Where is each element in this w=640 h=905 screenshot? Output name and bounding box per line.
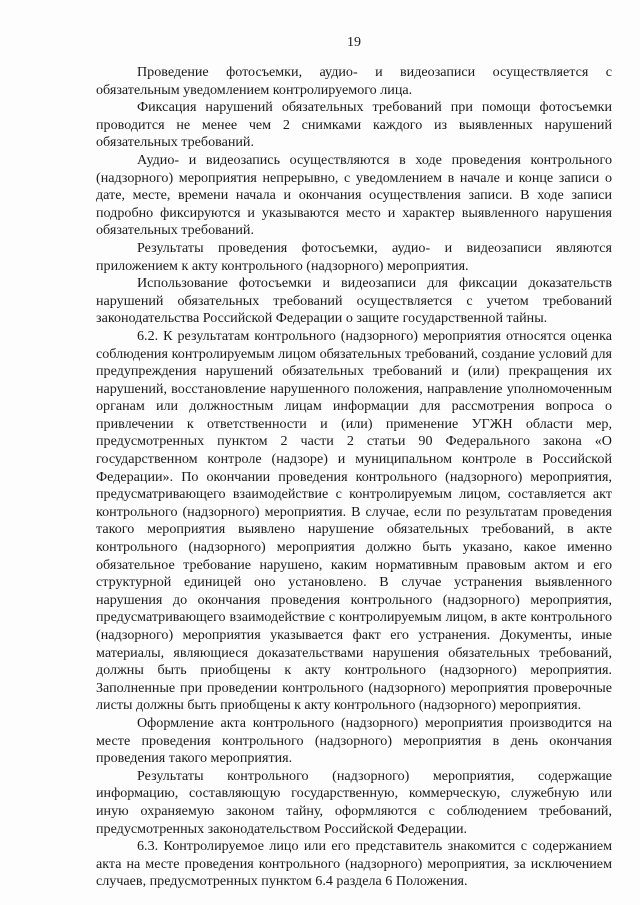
paragraph-6-2-results: 6.2. К результатам контрольного (надзорного) мероприятия относятся оценка соблюдения контролируемым лицом обязательных требований, создание условий для предупреждения нарушений обязательных требований и (или) прекращения их нарушений, восстановление нарушенного положения, направление уполномоченным органам или должностным лицам информации для рассмотрения вопроса о привлечении к ответственности и (или) применение УГЖН области мер, предусмотренных пунктом 2 части 2 статьи 90 Федерального закона «О государственном контроле (надзоре) и муниципальном контроле в Российской Федерации». По окончании проведения контрольного (надзорного) мероприятия, предусматривающего взаимодействие с контролируемым лицом, составляется акт контрольного (надзорного) мероприятия. В случае, если по результатам проведения такого мероприятия выявлено нарушение обязательных требований, в акте контрольного (надзорного) мероприятия должно быть указано, какое именно обязательное требование нарушено, каким нормативным правовым актом и его структурной единицей оно установлено. В случае устранения выявленного нарушения до окончания проведения контрольного (надзорного) мероприятия, предусматривающего взаимодействие с контролируемым лицом, в акте контрольного (надзорного) мероприятия указывается факт его устранения. Документы, иные материалы, являющиеся доказательствами нарушения обязательных требований, должны быть приобщены к акту контрольного (надзорного) мероприятия. Заполненные при проведении контрольного (надзорного) мероприятия проверочные листы должны быть приобщены к акту контрольного (надзорного) мероприятия. xyxy=(96,327,612,714)
paragraph-photo-video-notice: Проведение фотосъемки, аудио- и видеозаписи осуществляется с обязательным уведомлением контролируемого лица. xyxy=(96,64,612,98)
paragraph-act-drafting: Оформление акта контрольного (надзорного) мероприятия производится на месте проведения контрольного (надзорного) мероприятия в день окончания проведения такого мероприятия. xyxy=(96,714,612,767)
paragraph-secret-results: Результаты контрольного (надзорного) мероприятия, содержащие информацию, составляющую государственную, коммерческую, служебную или иную охраняемую законом тайну, оформляются с соблюдением требований, предусмотренных законодательством Российской Федерации. xyxy=(96,767,612,837)
paragraph-6-3-familiarization: 6.3. Контролируемое лицо или его представитель знакомится с содержанием акта на месте проведения контрольного (надзорного) мероприятия, за исключением случаев, предусмотренных пунктом 6.4 раздела 6 Положения. xyxy=(96,838,612,890)
paragraph-state-secret: Использование фотосъемки и видеозаписи для фиксации доказательств нарушений обязательных требований осуществляется с учетом требований законодательства Российской Федерации о защите государственной тайны. xyxy=(96,275,612,327)
paragraph-audio-video-recording: Аудио- и видеозапись осуществляются в ходе проведения контрольного (надзорного) мероприятия непрерывно, с уведомлением в начале и конце записи о дате, месте, времени начала и окончания осуществления записи. В ходе записи подробно фиксируются и указываются место и характер выявленного нарушения обязательных требований. xyxy=(96,151,612,239)
paragraph-photo-fixation: Фиксация нарушений обязательных требований при помощи фотосъемки проводится не менее чем 2 снимками каждого из выявленных нарушений обязательных требований. xyxy=(96,99,612,151)
paragraph-results-attachment: Результаты проведения фотосъемки, аудио- и видеозаписи являются приложением к акту контрольного (надзорного) мероприятия. xyxy=(96,239,612,274)
document-page xyxy=(96,34,612,891)
page-number: 19 xyxy=(347,35,361,50)
